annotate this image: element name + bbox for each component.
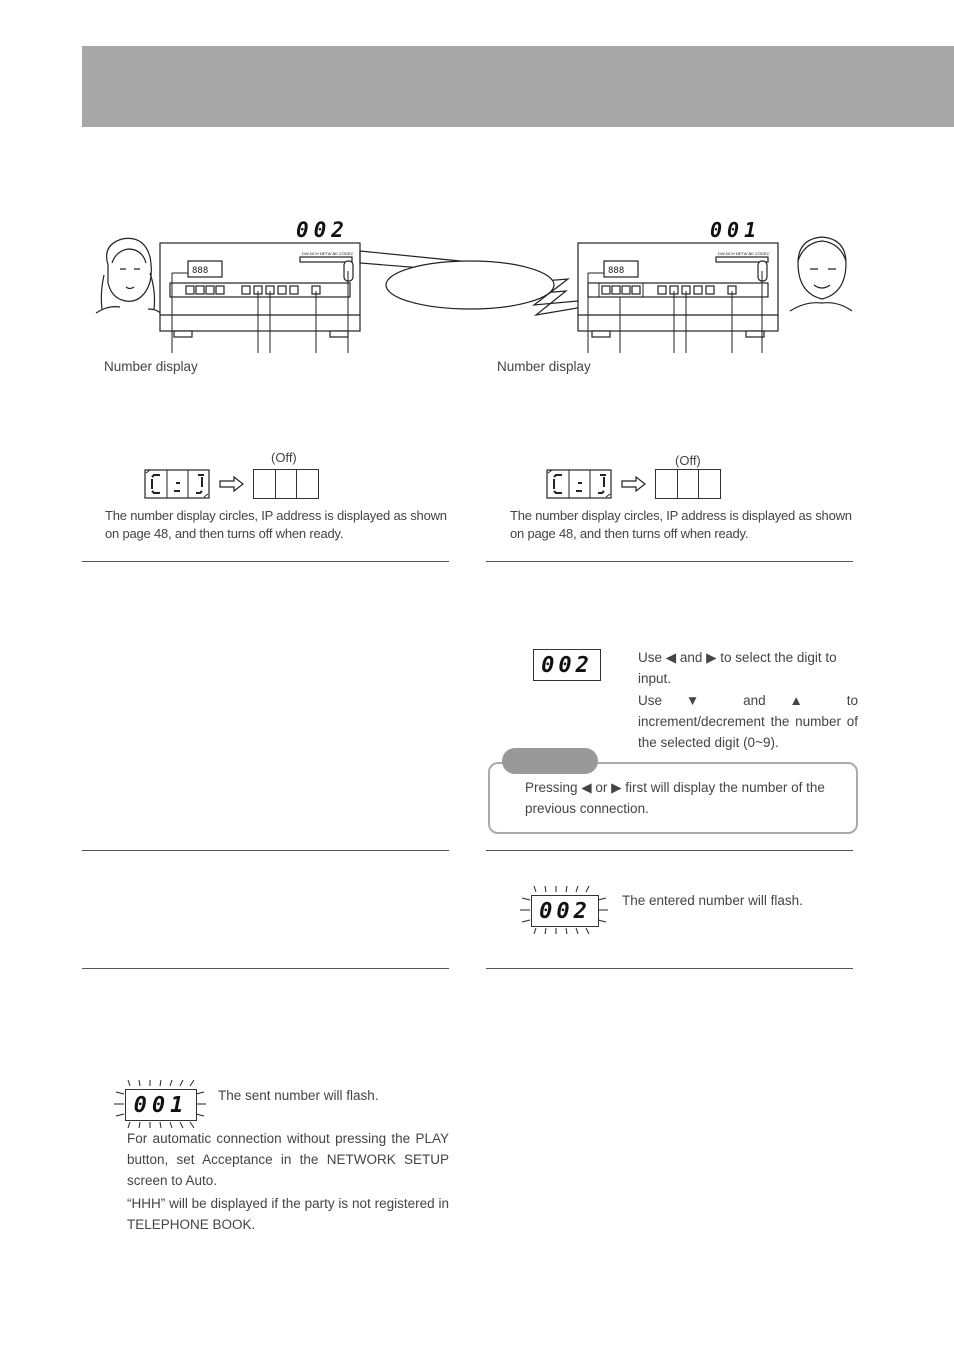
entered-digits-display: 002 xyxy=(531,895,599,927)
divider xyxy=(486,968,853,969)
auto-connection-note: For automatic connection without pressing the PLAY button, set Acceptance in the NETWORK SETUP screen to Auto. xyxy=(127,1131,449,1188)
man-face-icon xyxy=(790,237,852,311)
divider xyxy=(82,561,449,562)
left-circling-note: The number display circles, IP address is displayed as shown on page 48, and then turns off when ready. xyxy=(105,508,447,541)
right-display-value: 001 xyxy=(710,218,762,242)
sent-digits-display: 001 xyxy=(125,1089,197,1121)
input-digits-display: 002 xyxy=(533,649,601,681)
entered-note: The entered number will flash. xyxy=(622,893,803,908)
divider xyxy=(486,561,853,562)
header-banner xyxy=(82,46,954,127)
left-device xyxy=(160,243,360,337)
svg-text:888: 888 xyxy=(608,266,625,276)
left-circling-display xyxy=(144,469,210,499)
hhh-note: “HHH” will be displayed if the party is not registered in TELEPHONE BOOK. xyxy=(127,1196,449,1232)
woman-face-icon xyxy=(96,238,162,315)
divider xyxy=(82,850,449,851)
right-off-display xyxy=(655,469,721,499)
svg-text:888: 888 xyxy=(192,266,209,276)
divider xyxy=(82,968,449,969)
memo-tab xyxy=(502,748,598,774)
svg-text:DW-NCH NETW BK CODEC: DW-NCH NETW BK CODEC xyxy=(302,251,354,256)
right-circling-display xyxy=(546,469,612,499)
select-digit-note: Use ◀ and ▶ to select the digit to input. xyxy=(638,650,837,686)
left-display-value: 002 xyxy=(296,218,349,242)
connection-illustration xyxy=(90,215,860,355)
left-number-display-label: Number display xyxy=(104,359,198,374)
increment-note: Use ▼ and ▲ to increment/decrement the number of the selected digit (0~9). xyxy=(638,693,858,750)
left-off-display xyxy=(253,469,319,499)
right-arrow-icon xyxy=(621,476,647,492)
left-off-label: (Off) xyxy=(271,450,297,465)
divider xyxy=(486,850,853,851)
right-off-label: (Off) xyxy=(675,453,701,468)
svg-text:DW-NCH NETW BK CODEC: DW-NCH NETW BK CODEC xyxy=(718,251,770,256)
right-number-display-label: Number display xyxy=(497,359,591,374)
left-arrow-icon xyxy=(219,476,245,492)
sent-note: The sent number will flash. xyxy=(218,1088,379,1103)
right-circling-note: The number display circles, IP address is displayed as shown on page 48, and then turns off when ready. xyxy=(510,508,852,541)
right-device xyxy=(578,243,778,337)
memo-note: Pressing ◀ or ▶ first will display the number of the previous connection. xyxy=(525,780,825,816)
